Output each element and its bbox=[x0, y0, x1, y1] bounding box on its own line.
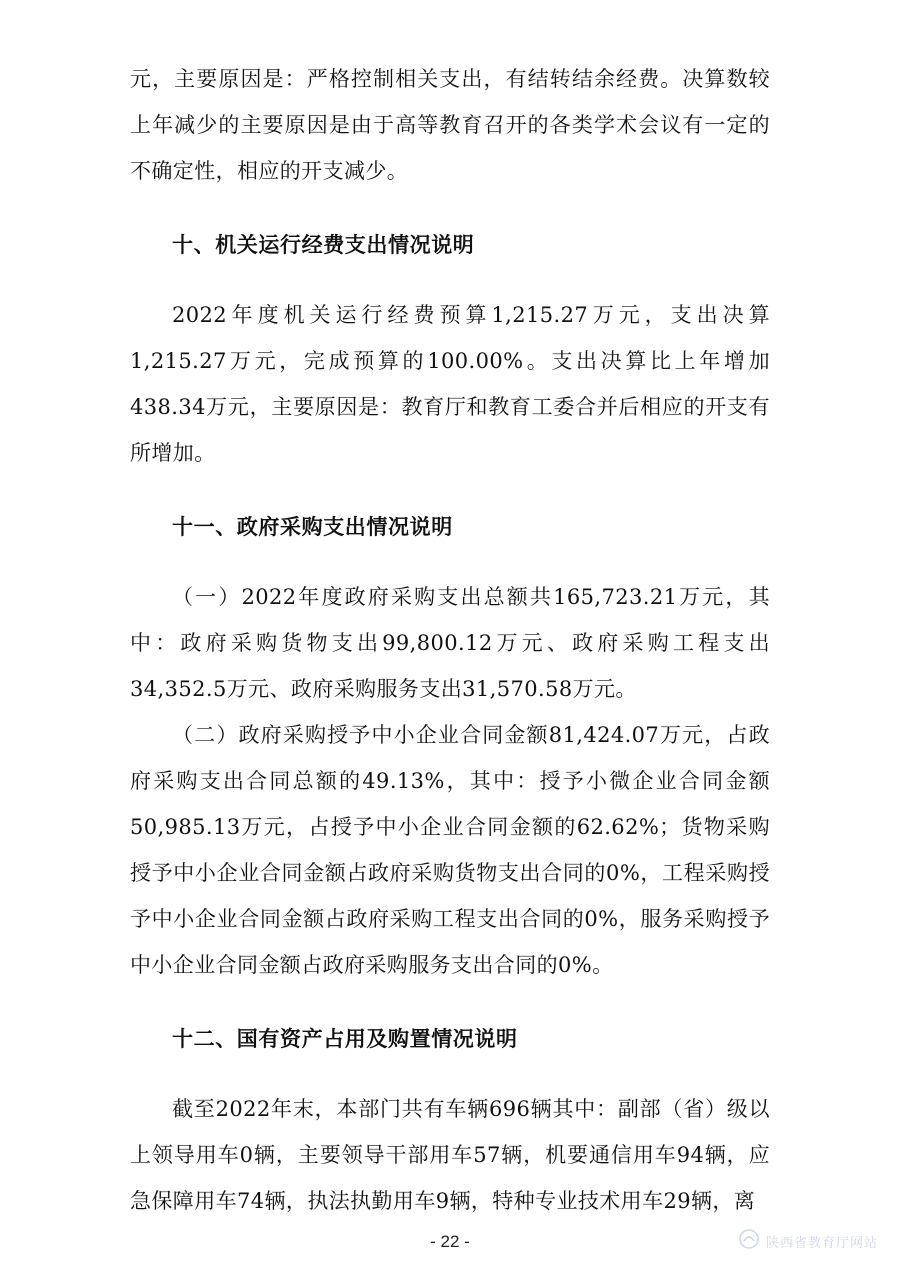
watermark-logo-icon bbox=[738, 1228, 760, 1254]
paragraph-continuation: 元，主要原因是：严格控制相关支出，有结转结余经费。决算数较上年减少的主要原因是由于高等教育召开的各类学术会议有一定的不确定性，相应的开支减少。 bbox=[130, 67, 770, 183]
section-heading-11: 十一、政府采购支出情况说明 bbox=[172, 515, 453, 539]
page-content bbox=[130, 56, 770, 1224]
paragraph-vehicles: 截至2022年末，本部门共有车辆696辆其中：副部（省）级以上领导用车0辆，主要领导干部用车57辆，机要通信用车94辆，应急保障用车74辆，执法执勤用车9辆，特种专业技术用车29辆，离 bbox=[130, 1097, 770, 1213]
section-heading-12: 十二、国有资产占用及购置情况说明 bbox=[172, 1027, 518, 1051]
watermark-text: 陕西省教育厅网站 bbox=[765, 1235, 878, 1251]
watermark bbox=[738, 1228, 878, 1254]
paragraph-procurement-total: （一）2022年度政府采购支出总额共165,723.21万元，其中：政府采购货物支出99,800.12万元、政府采购工程支出34,352.5万元、政府采购服务支出31,570.58万元。 bbox=[130, 585, 770, 701]
paragraph-operating-expenses: 2022年度机关运行经费预算1,215.27万元，支出决算1,215.27万元，完成预算的100.00%。支出决算比上年增加438.34万元，主要原因是：教育厅和教育工委合并后相应的开支有所增加。 bbox=[130, 303, 770, 465]
section-heading-10: 十、机关运行经费支出情况说明 bbox=[172, 233, 475, 257]
page-number: - 22 - bbox=[430, 1232, 470, 1251]
paragraph-procurement-sme: （二）政府采购授予中小企业合同金额81,424.07万元，占政府采购支出合同总额的49.13%，其中：授予小微企业合同金额50,985.13万元，占授予中小企业合同金额的62.62%；货物采购授予中小企业合同金额占政府采购货物支出合同的0%，工程采购授予中小企业合同金额占政府采购工程支出合同的0%，服务采购授予中小企业合同金额占政府采购服务支出合同的0%。 bbox=[130, 723, 770, 977]
